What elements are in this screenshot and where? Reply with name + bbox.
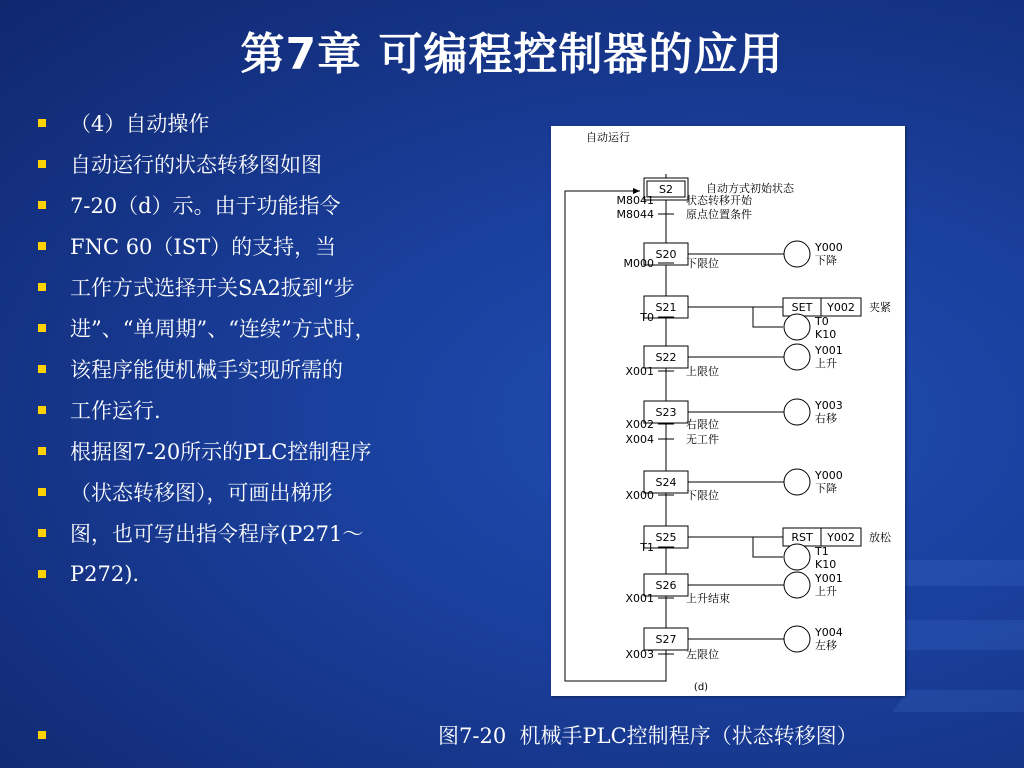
- square-bullet-icon: [38, 488, 46, 496]
- transition-note: 原点位置条件: [686, 208, 752, 221]
- branch-line: [753, 307, 783, 327]
- coil-circle: [784, 314, 810, 340]
- sfc-diagram-svg: [551, 126, 905, 696]
- diagram-subcaption: (d): [693, 682, 709, 693]
- bullet-item: [38, 225, 558, 266]
- square-bullet-icon: [38, 570, 46, 578]
- square-bullet-icon: [38, 365, 46, 373]
- square-bullet-icon: [38, 324, 46, 332]
- square-bullet-icon: [38, 119, 46, 127]
- transition-label: M8041: [616, 194, 654, 207]
- square-bullet-icon: [38, 201, 46, 209]
- transition-label: X002: [625, 418, 654, 431]
- coil-note: 右移: [815, 412, 837, 425]
- instruction-op: SET: [791, 301, 813, 314]
- transition-label: X003: [625, 648, 654, 661]
- coil-circle: [784, 469, 810, 495]
- bullet-item: [38, 430, 558, 471]
- square-bullet-icon: [38, 283, 46, 291]
- coil-label: Y001: [815, 344, 843, 357]
- transition-label: T0: [640, 311, 654, 324]
- transition-note: 下限位: [686, 257, 719, 270]
- transition-note: 下限位: [686, 489, 719, 502]
- instruction-note: 夹紧: [869, 301, 891, 314]
- background-decoration: [892, 690, 1024, 712]
- step-label: S23: [655, 406, 677, 419]
- step-note: 自动方式初始状态: [706, 182, 794, 195]
- transition-note: 状态转移开始: [686, 194, 752, 207]
- transition-note: 右限位: [686, 418, 719, 431]
- coil-label: Y000: [815, 241, 843, 254]
- coil-label: Y001: [815, 572, 843, 585]
- bullet-list: [38, 102, 558, 594]
- step-label: S20: [655, 248, 677, 261]
- bullet-text: 图，也可写出指令程序(P271～: [70, 521, 364, 546]
- diagram-header: 自动运行: [586, 131, 630, 144]
- coil-label: Y004: [815, 626, 843, 639]
- branch-line: [753, 537, 783, 557]
- bullet-text: 该程序能使机械手实现所需的: [70, 357, 343, 382]
- transition-note: 无工件: [686, 433, 719, 446]
- coil-circle: [784, 544, 810, 570]
- square-bullet-icon: [38, 406, 46, 414]
- coil-circle: [784, 572, 810, 598]
- coil-circle: [784, 241, 810, 267]
- bullet-item: [38, 512, 558, 553]
- coil-circle: [784, 344, 810, 370]
- step-label: S25: [655, 531, 677, 544]
- bullet-text: P272).: [70, 561, 140, 586]
- bullet-text: （状态转移图），可画出梯形: [70, 480, 333, 505]
- coil-label: Y003: [815, 399, 843, 412]
- bullet-item: [38, 389, 558, 430]
- step-label: S26: [655, 579, 677, 592]
- bullet-text: 进”、“单周期”、“连续”方式时，: [70, 316, 376, 341]
- coil-note: 下降: [815, 482, 837, 495]
- coil-note: K10: [815, 328, 837, 341]
- instruction-arg: Y002: [827, 531, 855, 544]
- square-bullet-icon: [38, 160, 46, 168]
- transition-label: X001: [625, 365, 654, 378]
- bullet-item: [38, 266, 558, 307]
- coil-note: 上升: [815, 357, 837, 370]
- bullet-item: [38, 471, 558, 512]
- instruction-arg: Y002: [827, 301, 855, 314]
- bullet-text: 7-20（d）示。由于功能指令: [70, 193, 341, 218]
- transition-label: X001: [625, 592, 654, 605]
- bullet-text: （4）自动操作: [70, 111, 210, 136]
- transition-note: 上限位: [686, 365, 719, 378]
- transition-note: 上升结束: [686, 592, 730, 605]
- bullet-item: [38, 184, 558, 225]
- bullet-text: 自动运行的状态转移图如图: [70, 152, 322, 177]
- coil-label: Y000: [815, 469, 843, 482]
- instruction-op: RST: [791, 531, 813, 544]
- transition-label: X004: [625, 433, 654, 446]
- bullet-text: 工作方式选择开关SA2扳到“步: [70, 275, 355, 300]
- coil-circle: [784, 399, 810, 425]
- bullet-item: [38, 102, 558, 143]
- bullet-text: FNC 60（IST）的支持，当: [70, 234, 337, 259]
- coil-note: 下降: [815, 254, 837, 267]
- step-label: S22: [655, 351, 677, 364]
- transition-label: T1: [640, 541, 654, 554]
- step-label: S21: [655, 301, 677, 314]
- transition-label: M8044: [616, 208, 654, 221]
- square-bullet-icon: [38, 529, 46, 537]
- bullet-item: [38, 143, 558, 184]
- step-label: S24: [655, 476, 677, 489]
- transition-label: X000: [625, 489, 654, 502]
- coil-note: K10: [815, 558, 837, 571]
- state-transition-diagram: [551, 126, 905, 696]
- step-label: S27: [655, 633, 677, 646]
- bullet-item: [38, 553, 558, 594]
- bullet-item: [38, 348, 558, 389]
- coil-note: 左移: [815, 639, 837, 652]
- figure-caption: 图7-20 机械手PLC控制程序（状态转移图）: [438, 724, 858, 748]
- square-bullet-icon: [38, 242, 46, 250]
- square-bullet-icon: [38, 731, 46, 739]
- instruction-note: 放松: [869, 531, 891, 544]
- bullet-text: 根据图7-20所示的PLC控制程序: [70, 439, 372, 464]
- bullet-item: [38, 307, 558, 348]
- step-label: S2: [659, 183, 673, 196]
- slide-title: 第7章 可编程控制器的应用: [240, 29, 784, 80]
- transition-label: M000: [623, 257, 654, 270]
- square-bullet-icon: [38, 447, 46, 455]
- coil-label: T0: [815, 315, 829, 328]
- bullet-text: 工作运行.: [70, 398, 161, 423]
- coil-label: T1: [815, 545, 829, 558]
- coil-note: 上升: [815, 585, 837, 598]
- coil-circle: [784, 626, 810, 652]
- transition-note: 左限位: [686, 648, 719, 661]
